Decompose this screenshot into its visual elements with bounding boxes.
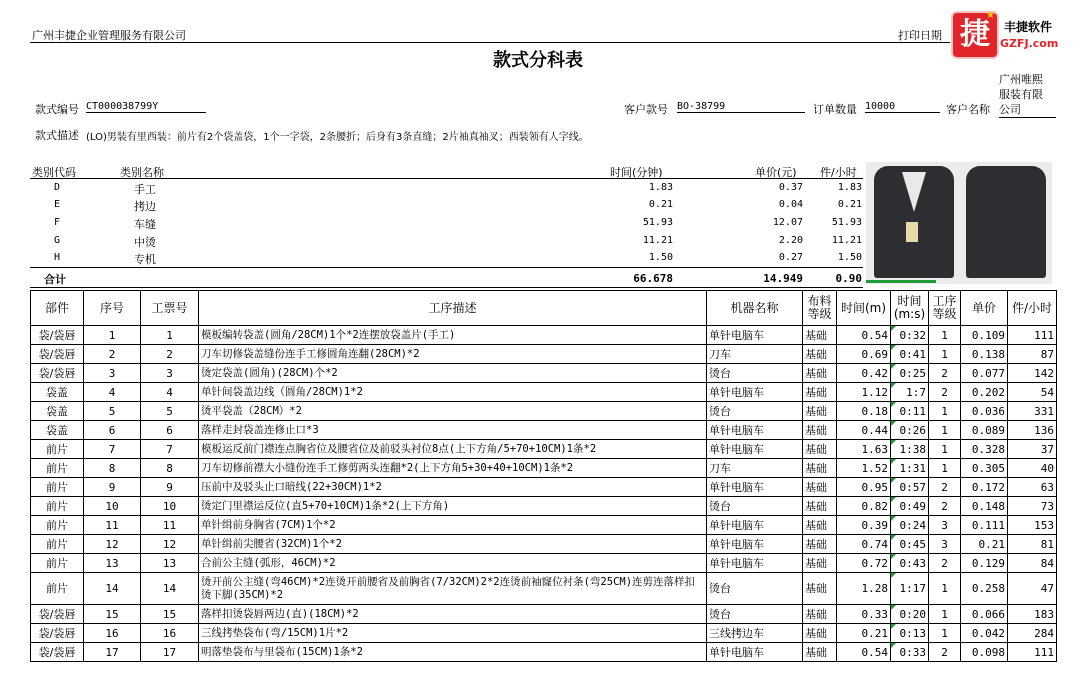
cell-pcs: 87: [1008, 345, 1057, 364]
cell-seq: 3: [84, 364, 141, 383]
cell-time-ms: 1:38: [891, 440, 929, 459]
cell-grade: 基础: [803, 364, 837, 383]
cell-ticket: 13: [141, 554, 199, 573]
cell-level: 1: [929, 421, 961, 440]
cell-part: 袋/袋唇: [31, 624, 84, 643]
table-row: [31, 535, 1057, 554]
cell-price: 0.258: [961, 573, 1008, 605]
logo-glyph: 捷: [960, 17, 990, 52]
table-row: [31, 643, 1057, 662]
cell-desc: 烫定袋盖(圆角)(28CM)个*2: [199, 364, 707, 383]
cell-level: 2: [929, 383, 961, 402]
cell-level: 1: [929, 573, 961, 605]
cell-machine: 三线拷边车: [707, 624, 803, 643]
garment-photo: [866, 162, 1052, 284]
cell-pcs: 111: [1008, 643, 1057, 662]
page-title: 款式分科表: [493, 50, 583, 71]
print-date-label: 打印日期: [898, 29, 942, 42]
cell-desc: 烫平袋盖（28CM）*2: [199, 402, 707, 421]
cell-level: 1: [929, 605, 961, 624]
summary-total-time: 66.678: [633, 272, 673, 285]
summary-pcs: 1.83: [837, 182, 862, 193]
cell-part: 前片: [31, 478, 84, 497]
cell-part: 袋/袋唇: [31, 364, 84, 383]
cell-ticket: 5: [141, 402, 199, 421]
summary-bottom-rule: [30, 287, 863, 288]
cell-pcs: 284: [1008, 624, 1057, 643]
col-header-time-m: 时间(m): [837, 291, 891, 326]
cell-seq: 5: [84, 402, 141, 421]
company-name: 广州丰捷企业管理服务有限公司: [32, 29, 186, 42]
cell-machine: 单针电脑车: [707, 535, 803, 554]
summary-price: 0.37: [778, 182, 803, 193]
summary-pcs: 0.21: [837, 199, 862, 210]
cell-ticket: 16: [141, 624, 199, 643]
cell-seq: 13: [84, 554, 141, 573]
cell-seq: 10: [84, 497, 141, 516]
cell-time-ms: 0:57: [891, 478, 929, 497]
cell-price: 0.042: [961, 624, 1008, 643]
cell-level: 3: [929, 535, 961, 554]
summary-total-label: 合计: [44, 273, 66, 286]
cell-machine: 单针电脑车: [707, 326, 803, 345]
cell-seq: 1: [84, 326, 141, 345]
style-desc-label: 款式描述: [35, 129, 79, 142]
cell-part: 前片: [31, 554, 84, 573]
cell-time-ms: 0:11: [891, 402, 929, 421]
cell-level: 2: [929, 643, 961, 662]
summary-time: 51.93: [642, 217, 673, 228]
cell-price: 0.098: [961, 643, 1008, 662]
cell-level: 1: [929, 459, 961, 478]
table-row: [31, 345, 1057, 364]
cell-price: 0.129: [961, 554, 1008, 573]
cell-pcs: 54: [1008, 383, 1057, 402]
cell-time-ms: 0:45: [891, 535, 929, 554]
cell-desc: 烫开前公主缝(弯46CM)*2连烫开前腰省及前胸省(7/32CM)2*2连烫前袖窿位衬条(弯25CM)连剪连落样扣烫下脚(35CM)*2: [199, 573, 707, 605]
cell-time-m: 0.42: [837, 364, 891, 383]
cell-grade: 基础: [803, 478, 837, 497]
cell-ticket: 17: [141, 643, 199, 662]
cell-time-ms: 0:25: [891, 364, 929, 383]
cell-time-m: 0.54: [837, 326, 891, 345]
cell-seq: 8: [84, 459, 141, 478]
cell-grade: 基础: [803, 573, 837, 605]
summary-code: D: [54, 182, 61, 193]
cell-part: 前片: [31, 535, 84, 554]
cell-part: 袋/袋唇: [31, 326, 84, 345]
cell-part: 袋盖: [31, 383, 84, 402]
cell-level: 1: [929, 624, 961, 643]
cell-time-m: 0.18: [837, 402, 891, 421]
table-row: [31, 364, 1057, 383]
order-qty-value: 10000: [865, 101, 940, 113]
cell-time-m: 1.12: [837, 383, 891, 402]
jacket-lapel-shape: [902, 172, 926, 212]
cell-part: 袋/袋唇: [31, 345, 84, 364]
summary-code: G: [54, 235, 61, 246]
customer-style-value: BO-38799: [677, 101, 805, 113]
table-row: [31, 605, 1057, 624]
cell-ticket: 14: [141, 573, 199, 605]
cell-seq: 17: [84, 643, 141, 662]
cell-ticket: 15: [141, 605, 199, 624]
cell-ticket: 10: [141, 497, 199, 516]
summary-name: 中烫: [134, 236, 156, 249]
summary-price: 0.04: [778, 199, 803, 210]
customer-style-label: 客户款号: [624, 103, 668, 116]
cell-time-m: 0.54: [837, 643, 891, 662]
logo-brand: 丰捷软件: [1004, 20, 1053, 34]
col-header-machine: 机器名称: [707, 291, 803, 326]
cell-grade: 基础: [803, 440, 837, 459]
cell-grade: 基础: [803, 643, 837, 662]
cell-desc: 模板运反前门襟连点胸省位及腰省位及前驳头衬位8点(上下方角/5+70+10CM)1条*2: [199, 440, 707, 459]
summary-price: 0.27: [778, 252, 803, 263]
summary-header-name: 类别名称: [120, 166, 164, 179]
customer-name-line2: 服装有限: [999, 88, 1043, 101]
summary-time: 1.83: [648, 182, 673, 193]
cell-time-ms: 0:49: [891, 497, 929, 516]
cell-time-m: 0.39: [837, 516, 891, 535]
style-no-label: 款式编号: [35, 103, 79, 116]
cell-time-m: 0.33: [837, 605, 891, 624]
cell-price: 0.138: [961, 345, 1008, 364]
cell-pcs: 142: [1008, 364, 1057, 383]
cell-seq: 12: [84, 535, 141, 554]
cell-time-ms: 0:24: [891, 516, 929, 535]
cell-time-m: 0.72: [837, 554, 891, 573]
table-row: [31, 497, 1057, 516]
summary-pcs: 51.93: [831, 217, 862, 228]
cell-desc: 单针缉前身胸省(7CM)1个*2: [199, 516, 707, 535]
operations-table: [30, 290, 1057, 662]
cell-desc: 刀车切修前襟大小缝份连手工修剪两头连翻*2(上下方角5+30+40+10CM)1条*2: [199, 459, 707, 478]
cell-time-m: 0.69: [837, 345, 891, 364]
header-rule: [30, 42, 950, 43]
cell-desc: 落样走封袋盖连修止口*3: [199, 421, 707, 440]
cell-desc: 单针间袋盖边线（圆角/28CM)1*2: [199, 383, 707, 402]
cell-desc: 落样扣烫袋唇两边(直)(18CM)*2: [199, 605, 707, 624]
cell-seq: 2: [84, 345, 141, 364]
cell-price: 0.089: [961, 421, 1008, 440]
summary-name: 车缝: [134, 218, 156, 231]
table-row: [31, 459, 1057, 478]
cell-machine: 烫台: [707, 402, 803, 421]
cell-ticket: 9: [141, 478, 199, 497]
cell-machine: 单针电脑车: [707, 421, 803, 440]
cell-pcs: 63: [1008, 478, 1057, 497]
cell-part: 前片: [31, 459, 84, 478]
col-header-seq: 序号: [84, 291, 141, 326]
cell-desc: 模板编转袋盖(圆角/28CM)1个*2连摆放袋盖片(手工): [199, 326, 707, 345]
col-header-pcs: 件/小时: [1008, 291, 1057, 326]
cell-desc: 刀车切修袋盖缝份连手工修圆角连翻(28CM)*2: [199, 345, 707, 364]
cell-level: 1: [929, 402, 961, 421]
col-header-price: 单价: [961, 291, 1008, 326]
cell-seq: 11: [84, 516, 141, 535]
cell-part: 前片: [31, 497, 84, 516]
cell-seq: 14: [84, 573, 141, 605]
cell-machine: 烫台: [707, 364, 803, 383]
cell-time-m: 0.95: [837, 478, 891, 497]
cell-machine: 烫台: [707, 497, 803, 516]
cell-pcs: 331: [1008, 402, 1057, 421]
cell-ticket: 4: [141, 383, 199, 402]
cell-time-m: 0.44: [837, 421, 891, 440]
cell-pcs: 84: [1008, 554, 1057, 573]
cell-time-m: 0.82: [837, 497, 891, 516]
customer-name-label: 客户名称: [946, 103, 990, 116]
cell-pcs: 73: [1008, 497, 1057, 516]
cell-ticket: 1: [141, 326, 199, 345]
cell-grade: 基础: [803, 459, 837, 478]
price-tag-icon: [906, 222, 918, 242]
cell-level: 1: [929, 326, 961, 345]
cell-grade: 基础: [803, 497, 837, 516]
cell-level: 2: [929, 497, 961, 516]
table-row: [31, 326, 1057, 345]
cell-level: 2: [929, 554, 961, 573]
cell-desc: 合前公主缝(弧形，46CM)*2: [199, 554, 707, 573]
summary-header-time: 时间(分钟): [610, 166, 663, 179]
cell-ticket: 7: [141, 440, 199, 459]
cell-ticket: 11: [141, 516, 199, 535]
cell-grade: 基础: [803, 624, 837, 643]
cell-grade: 基础: [803, 326, 837, 345]
summary-time: 11.21: [642, 235, 673, 246]
col-header-part: 部件: [31, 291, 84, 326]
cell-price: 0.111: [961, 516, 1008, 535]
cell-grade: 基础: [803, 554, 837, 573]
cell-level: 1: [929, 345, 961, 364]
table-row: [31, 383, 1057, 402]
cell-ticket: 2: [141, 345, 199, 364]
cell-seq: 16: [84, 624, 141, 643]
cell-price: 0.077: [961, 364, 1008, 383]
cell-seq: 4: [84, 383, 141, 402]
cell-grade: 基础: [803, 402, 837, 421]
cell-pcs: 111: [1008, 326, 1057, 345]
summary-pcs: 11.21: [831, 235, 862, 246]
summary-total-rule: [30, 267, 863, 268]
cell-time-m: 1.63: [837, 440, 891, 459]
cell-time-ms: 0:33: [891, 643, 929, 662]
cell-machine: 烫台: [707, 573, 803, 605]
cell-seq: 6: [84, 421, 141, 440]
cell-level: 1: [929, 440, 961, 459]
cell-machine: 单针电脑车: [707, 440, 803, 459]
summary-price: 12.07: [772, 217, 803, 228]
col-header-level: 工序等级: [929, 291, 961, 326]
cell-part: 前片: [31, 440, 84, 459]
table-row: [31, 624, 1057, 643]
cell-desc: 单针缉前尖腰省(32CM)1个*2: [199, 535, 707, 554]
cell-level: 3: [929, 516, 961, 535]
cell-time-m: 1.28: [837, 573, 891, 605]
photo-green-line: [866, 280, 936, 283]
cell-grade: 基础: [803, 535, 837, 554]
summary-name: 手工: [134, 183, 156, 196]
summary-price: 2.20: [778, 235, 803, 246]
table-row: [31, 573, 1057, 605]
col-header-ticket: 工票号: [141, 291, 199, 326]
cell-machine: 刀车: [707, 459, 803, 478]
summary-code: F: [54, 217, 61, 228]
cell-price: 0.109: [961, 326, 1008, 345]
cell-price: 0.328: [961, 440, 1008, 459]
cell-pcs: 153: [1008, 516, 1057, 535]
cell-ticket: 8: [141, 459, 199, 478]
summary-header-code: 类别代码: [32, 166, 76, 179]
col-header-time-ms: 时间(m:s): [891, 291, 929, 326]
cell-part: 前片: [31, 516, 84, 535]
cell-price: 0.21: [961, 535, 1008, 554]
cell-time-ms: 0:32: [891, 326, 929, 345]
cell-pcs: 37: [1008, 440, 1057, 459]
table-row: [31, 402, 1057, 421]
cell-machine: 单针电脑车: [707, 554, 803, 573]
cell-price: 0.305: [961, 459, 1008, 478]
logo-icon: [953, 10, 997, 57]
cell-time-ms: 1:17: [891, 573, 929, 605]
cell-machine: 刀车: [707, 345, 803, 364]
cell-time-m: 1.52: [837, 459, 891, 478]
cell-time-ms: 1:7: [891, 383, 929, 402]
table-row: [31, 478, 1057, 497]
summary-time: 0.21: [648, 199, 673, 210]
table-row: [31, 421, 1057, 440]
logo-url: GZFJ.com: [1000, 37, 1059, 50]
cell-machine: 单针电脑车: [707, 516, 803, 535]
order-qty-label: 订单数量: [813, 103, 857, 116]
cell-machine: 烫台: [707, 605, 803, 624]
cell-price: 0.202: [961, 383, 1008, 402]
cell-pcs: 47: [1008, 573, 1057, 605]
cell-pcs: 40: [1008, 459, 1057, 478]
cell-level: 2: [929, 364, 961, 383]
cell-machine: 单针电脑车: [707, 383, 803, 402]
summary-code: E: [54, 199, 61, 210]
cell-desc: 明落垫袋布与里袋布(15CM)1条*2: [199, 643, 707, 662]
table-row: [31, 554, 1057, 573]
summary-name: 专机: [134, 253, 156, 266]
cell-seq: 15: [84, 605, 141, 624]
summary-header-rule: [30, 178, 863, 179]
cell-level: 2: [929, 478, 961, 497]
jacket-back-image: [966, 166, 1046, 278]
cell-desc: 压前中及驳头止口暗线(22+30CM)1*2: [199, 478, 707, 497]
col-header-desc: 工序描述: [199, 291, 707, 326]
cell-seq: 7: [84, 440, 141, 459]
cell-time-ms: 0:26: [891, 421, 929, 440]
style-no-value: CT000038799Y: [86, 101, 206, 113]
cell-time-ms: 1:31: [891, 459, 929, 478]
cell-pcs: 136: [1008, 421, 1057, 440]
cell-time-ms: 0:41: [891, 345, 929, 364]
cell-price: 0.036: [961, 402, 1008, 421]
table-row: [31, 440, 1057, 459]
summary-total-pcs: 0.90: [835, 272, 862, 285]
cell-price: 0.172: [961, 478, 1008, 497]
cell-price: 0.148: [961, 497, 1008, 516]
operations-table-body: [31, 326, 1057, 662]
cell-time-ms: 0:13: [891, 624, 929, 643]
customer-name-line1: 广州唯熙: [999, 73, 1043, 86]
cell-seq: 9: [84, 478, 141, 497]
cell-part: 前片: [31, 573, 84, 605]
summary-header-price: 单价(元): [755, 166, 797, 179]
cell-pcs: 81: [1008, 535, 1057, 554]
cell-part: 袋/袋唇: [31, 605, 84, 624]
cell-grade: 基础: [803, 605, 837, 624]
cell-time-m: 0.21: [837, 624, 891, 643]
cell-desc: 三线拷垫袋布(弯/15CM)1片*2: [199, 624, 707, 643]
cell-grade: 基础: [803, 516, 837, 535]
cell-price: 0.066: [961, 605, 1008, 624]
style-desc-value: (LO)男装有里西装：前片有2个袋盖袋，1个一字袋，2条腰折；后身有3条直缝；2片袖真袖叉；西装领有人字线。: [86, 132, 589, 143]
cell-machine: 单针电脑车: [707, 478, 803, 497]
col-header-grade: 布料等级: [803, 291, 837, 326]
cell-grade: 基础: [803, 421, 837, 440]
cell-part: 袋盖: [31, 402, 84, 421]
summary-name: 拷边: [134, 200, 156, 213]
cell-desc: 烫定门里襟运反位(直5+70+10CM)1条*2(上下方角): [199, 497, 707, 516]
summary-pcs: 1.50: [837, 252, 862, 263]
cell-grade: 基础: [803, 345, 837, 364]
cell-machine: 单针电脑车: [707, 643, 803, 662]
cell-ticket: 6: [141, 421, 199, 440]
summary-header-pcs: 件/小时: [820, 166, 857, 179]
cell-pcs: 183: [1008, 605, 1057, 624]
summary-time: 1.50: [648, 252, 673, 263]
logo-star-icon: ★: [986, 10, 995, 21]
summary-code: H: [54, 252, 61, 263]
cell-time-m: 0.74: [837, 535, 891, 554]
cell-part: 袋/袋唇: [31, 643, 84, 662]
cell-grade: 基础: [803, 383, 837, 402]
table-row: [31, 516, 1057, 535]
cell-time-ms: 0:20: [891, 605, 929, 624]
cell-ticket: 3: [141, 364, 199, 383]
customer-name-line3: 公司: [999, 101, 1056, 118]
cell-time-ms: 0:43: [891, 554, 929, 573]
summary-total-price: 14.949: [763, 272, 803, 285]
cell-part: 袋盖: [31, 421, 84, 440]
cell-ticket: 12: [141, 535, 199, 554]
